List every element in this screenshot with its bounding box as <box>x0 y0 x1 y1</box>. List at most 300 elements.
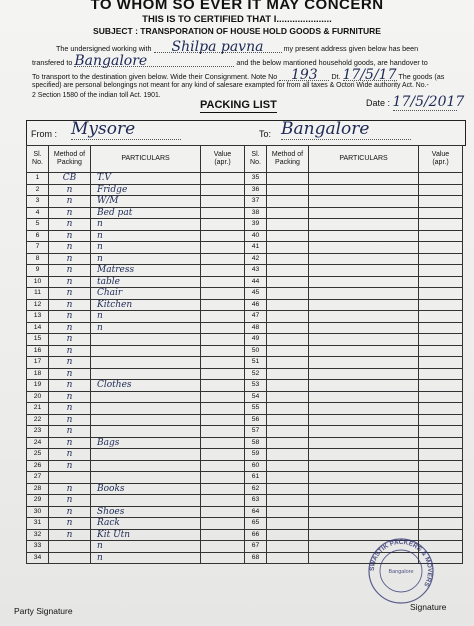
value-cell <box>201 288 245 300</box>
table-header-row <box>27 146 463 173</box>
particulars-cell <box>309 472 419 484</box>
sl-no-cell: 4 <box>27 207 49 219</box>
value-cell <box>419 403 463 415</box>
method-cell <box>267 219 309 231</box>
method-cell <box>267 529 309 541</box>
table-row <box>27 230 463 242</box>
particulars-cell <box>309 242 419 254</box>
intro-text: my present address given below has been <box>283 44 419 53</box>
value-cell <box>419 483 463 495</box>
particulars-cell: n <box>91 311 201 323</box>
method-cell: n <box>49 414 91 426</box>
method-cell <box>267 552 309 564</box>
method-cell: n <box>49 276 91 288</box>
particulars-cell <box>309 230 419 242</box>
sl-no-cell: 3 <box>27 196 49 208</box>
value-cell <box>419 368 463 380</box>
value-cell <box>419 391 463 403</box>
particulars-cell <box>309 265 419 277</box>
value-cell <box>419 173 463 185</box>
value-cell <box>201 253 245 265</box>
particulars-cell: Bags <box>91 437 201 449</box>
value-cell <box>419 311 463 323</box>
sl-no-cell: 6 <box>27 230 49 242</box>
particulars-cell: n <box>91 253 201 265</box>
sl-no-cell: 34 <box>27 552 49 564</box>
method-cell <box>49 541 91 553</box>
method-cell <box>267 472 309 484</box>
method-cell <box>267 357 309 369</box>
value-cell <box>419 334 463 346</box>
value-cell <box>419 518 463 530</box>
date-label: Date : <box>366 98 391 108</box>
stamp-city: Bangalore <box>388 569 414 575</box>
value-cell <box>201 403 245 415</box>
table-row <box>27 506 463 518</box>
particulars-cell: Books <box>91 483 201 495</box>
handwritten-date: 17/5/2017 <box>392 94 465 110</box>
method-cell: n <box>49 449 91 461</box>
sl-no-cell: 44 <box>245 276 267 288</box>
sl-no-cell: 14 <box>27 322 49 334</box>
value-cell <box>201 391 245 403</box>
particulars-cell <box>91 449 201 461</box>
method-cell: CB <box>49 173 91 185</box>
method-cell <box>267 276 309 288</box>
particulars-cell <box>309 196 419 208</box>
value-cell <box>201 173 245 185</box>
value-cell <box>419 357 463 369</box>
table-row <box>27 184 463 196</box>
intro-text: Dt. <box>331 72 341 81</box>
from-to-box <box>26 120 466 146</box>
particulars-cell <box>91 357 201 369</box>
particulars-cell <box>309 299 419 311</box>
value-cell <box>419 242 463 254</box>
value-cell <box>201 460 245 472</box>
method-cell <box>267 345 309 357</box>
certify-line: THIS IS TO CERTIFIED THAT I..................... <box>142 14 332 25</box>
particulars-cell <box>309 483 419 495</box>
document-title: TO WHOM SO EVER IT MAY CONCERN <box>90 0 384 13</box>
sl-no-cell: 29 <box>27 495 49 507</box>
method-cell <box>267 173 309 185</box>
value-cell <box>419 322 463 334</box>
sl-no-cell: 38 <box>245 207 267 219</box>
particulars-cell <box>91 460 201 472</box>
method-cell <box>267 426 309 438</box>
particulars-cell <box>91 334 201 346</box>
sl-no-cell: 32 <box>27 529 49 541</box>
table-row <box>27 288 463 300</box>
value-cell <box>201 552 245 564</box>
sl-no-cell: 1 <box>27 173 49 185</box>
particulars-cell <box>309 368 419 380</box>
table-row <box>27 173 463 185</box>
method-cell: n <box>49 529 91 541</box>
value-cell <box>419 288 463 300</box>
method-cell <box>267 334 309 346</box>
value-cell <box>419 437 463 449</box>
intro-text: and the below mantioned household goods, are handover to <box>236 58 428 67</box>
value-cell <box>419 449 463 461</box>
value-cell <box>201 299 245 311</box>
value-cell <box>419 230 463 242</box>
method-cell <box>267 242 309 254</box>
table-row <box>27 449 463 461</box>
table-row <box>27 265 463 277</box>
sl-no-cell: 54 <box>245 391 267 403</box>
subject-line: SUBJECT : TRANSPORATION OF HOUSE HOLD GOODS & FURNITURE <box>93 26 381 36</box>
particulars-cell <box>309 391 419 403</box>
value-cell <box>201 426 245 438</box>
sl-no-cell: 51 <box>245 357 267 369</box>
particulars-cell <box>309 437 419 449</box>
value-cell <box>419 184 463 196</box>
sl-no-cell: 61 <box>245 472 267 484</box>
particulars-cell: Rack <box>91 518 201 530</box>
sl-no-cell: 49 <box>245 334 267 346</box>
value-cell <box>419 299 463 311</box>
value-cell <box>201 414 245 426</box>
particulars-cell <box>309 219 419 231</box>
method-cell: n <box>49 483 91 495</box>
sl-no-cell: 66 <box>245 529 267 541</box>
particulars-cell: Chair <box>91 288 201 300</box>
method-cell: n <box>49 426 91 438</box>
sl-no-cell: 31 <box>27 518 49 530</box>
intro-text: The undersigned working with <box>56 44 152 53</box>
sl-no-cell: 41 <box>245 242 267 254</box>
value-cell <box>419 472 463 484</box>
particulars-cell <box>91 391 201 403</box>
header-value: Value (apr.) <box>201 146 245 173</box>
sl-no-cell: 9 <box>27 265 49 277</box>
method-cell: n <box>49 345 91 357</box>
sl-no-cell: 68 <box>245 552 267 564</box>
particulars-cell <box>309 334 419 346</box>
sl-no-cell: 33 <box>27 541 49 553</box>
packing-list-title: PACKING LIST <box>200 99 277 111</box>
value-cell <box>419 276 463 288</box>
method-cell <box>267 288 309 300</box>
sl-no-cell: 53 <box>245 380 267 392</box>
handwritten-consignment-date: 17/5/17 <box>342 67 397 83</box>
sl-no-cell: 45 <box>245 288 267 300</box>
sl-no-cell: 27 <box>27 472 49 484</box>
sl-no-cell: 58 <box>245 437 267 449</box>
method-cell <box>267 322 309 334</box>
sl-no-cell: 11 <box>27 288 49 300</box>
method-cell: n <box>49 391 91 403</box>
sl-no-cell: 10 <box>27 276 49 288</box>
sl-no-cell: 18 <box>27 368 49 380</box>
particulars-cell <box>309 184 419 196</box>
intro-line-5: 2 Section 1580 of the indian toll Act. 1901. <box>32 92 161 99</box>
sl-no-cell: 20 <box>27 391 49 403</box>
value-cell <box>201 380 245 392</box>
particulars-cell: Kit Utn <box>91 529 201 541</box>
value-cell <box>201 495 245 507</box>
sl-no-cell: 5 <box>27 219 49 231</box>
method-cell <box>267 184 309 196</box>
method-cell: n <box>49 380 91 392</box>
method-cell <box>267 196 309 208</box>
table-row <box>27 380 463 392</box>
sl-no-cell: 56 <box>245 414 267 426</box>
value-cell <box>201 518 245 530</box>
method-cell: n <box>49 299 91 311</box>
method-cell: n <box>49 368 91 380</box>
method-cell <box>267 518 309 530</box>
table-row <box>27 483 463 495</box>
particulars-cell <box>91 472 201 484</box>
intro-line-4: specified) are personal belongings not meant for any kind of salesare exampted for from all taxes & Octori Wide authority Act. No.- <box>32 82 429 89</box>
header-method: Method of Packing <box>49 146 91 173</box>
sl-no-cell: 28 <box>27 483 49 495</box>
value-cell <box>419 380 463 392</box>
svg-text:SWASTIK PACKERS & MOVERS <box>369 539 433 588</box>
table-row <box>27 311 463 323</box>
handwritten-consignment-no: 193 <box>279 70 329 81</box>
particulars-cell <box>309 276 419 288</box>
method-cell <box>267 230 309 242</box>
value-cell <box>201 483 245 495</box>
header-particulars: PARTICULARS <box>309 146 419 173</box>
value-cell <box>201 506 245 518</box>
particulars-cell <box>309 518 419 530</box>
value-cell <box>419 414 463 426</box>
particulars-cell: n <box>91 552 201 564</box>
particulars-cell <box>309 311 419 323</box>
sl-no-cell: 46 <box>245 299 267 311</box>
method-cell: n <box>49 460 91 472</box>
method-cell <box>267 483 309 495</box>
table-row <box>27 391 463 403</box>
value-cell <box>201 541 245 553</box>
sl-no-cell: 42 <box>245 253 267 265</box>
table-row <box>27 345 463 357</box>
value-cell <box>201 265 245 277</box>
sl-no-cell: 48 <box>245 322 267 334</box>
method-cell <box>267 403 309 415</box>
handwritten-from: Mysore <box>71 119 181 140</box>
sl-no-cell: 12 <box>27 299 49 311</box>
table-row <box>27 334 463 346</box>
particulars-cell: Kitchen <box>91 299 201 311</box>
particulars-cell <box>309 173 419 185</box>
value-cell <box>201 276 245 288</box>
value-cell <box>201 207 245 219</box>
sl-no-cell: 22 <box>27 414 49 426</box>
particulars-cell <box>91 403 201 415</box>
particulars-cell <box>91 426 201 438</box>
method-cell: n <box>49 219 91 231</box>
value-cell <box>201 368 245 380</box>
particulars-cell <box>309 322 419 334</box>
sl-no-cell: 7 <box>27 242 49 254</box>
value-cell <box>419 219 463 231</box>
sl-no-cell: 55 <box>245 403 267 415</box>
particulars-cell <box>309 426 419 438</box>
method-cell <box>267 253 309 265</box>
value-cell <box>201 322 245 334</box>
method-cell <box>267 265 309 277</box>
particulars-cell: Bed pat <box>91 207 201 219</box>
sl-no-cell: 37 <box>245 196 267 208</box>
intro-text: The goods (as <box>398 72 445 81</box>
sl-no-cell: 64 <box>245 506 267 518</box>
particulars-cell <box>309 207 419 219</box>
sl-no-cell: 13 <box>27 311 49 323</box>
sl-no-cell: 21 <box>27 403 49 415</box>
value-cell <box>201 184 245 196</box>
value-cell <box>419 345 463 357</box>
method-cell <box>49 472 91 484</box>
particulars-cell: Clothes <box>91 380 201 392</box>
sl-no-cell: 36 <box>245 184 267 196</box>
particulars-cell <box>309 414 419 426</box>
value-cell <box>201 449 245 461</box>
method-cell <box>267 437 309 449</box>
value-cell <box>201 242 245 254</box>
header-value: Value (apr.) <box>419 146 463 173</box>
sl-no-cell: 2 <box>27 184 49 196</box>
sl-no-cell: 59 <box>245 449 267 461</box>
particulars-cell <box>309 380 419 392</box>
table-row <box>27 472 463 484</box>
sl-no-cell: 26 <box>27 460 49 472</box>
sl-no-cell: 35 <box>245 173 267 185</box>
value-cell <box>419 495 463 507</box>
party-signature-label: Party Signature <box>14 606 73 616</box>
table-row <box>27 368 463 380</box>
particulars-cell <box>309 253 419 265</box>
signature-label: Signature <box>410 602 447 612</box>
method-cell: n <box>49 288 91 300</box>
method-cell: n <box>49 184 91 196</box>
value-cell <box>201 357 245 369</box>
table-row <box>27 253 463 265</box>
table-row <box>27 219 463 231</box>
particulars-cell: W/M <box>91 196 201 208</box>
particulars-cell <box>91 414 201 426</box>
value-cell <box>419 506 463 518</box>
value-cell <box>201 345 245 357</box>
method-cell <box>267 380 309 392</box>
particulars-cell: Fridge <box>91 184 201 196</box>
particulars-cell: n <box>91 219 201 231</box>
table-row <box>27 495 463 507</box>
company-stamp <box>366 536 436 606</box>
table-row <box>27 518 463 530</box>
value-cell <box>201 196 245 208</box>
method-cell: n <box>49 518 91 530</box>
value-cell <box>419 426 463 438</box>
header-particulars: PARTICULARS <box>91 146 201 173</box>
sl-no-cell: 50 <box>245 345 267 357</box>
table-row <box>27 322 463 334</box>
value-cell <box>419 196 463 208</box>
method-cell <box>267 299 309 311</box>
method-cell: n <box>49 506 91 518</box>
method-cell <box>267 207 309 219</box>
particulars-cell <box>309 357 419 369</box>
particulars-cell: T.V <box>91 173 201 185</box>
to-label: To: <box>259 129 272 139</box>
method-cell <box>49 552 91 564</box>
handwritten-destination: Bangalore <box>74 56 234 67</box>
particulars-cell <box>309 345 419 357</box>
particulars-cell <box>309 288 419 300</box>
value-cell <box>419 460 463 472</box>
packing-table <box>26 145 463 564</box>
particulars-cell: n <box>91 322 201 334</box>
header-method: Method of Packing <box>267 146 309 173</box>
method-cell: n <box>49 403 91 415</box>
particulars-cell <box>91 368 201 380</box>
from-label: From : <box>31 129 57 139</box>
stamp-text: SWASTIK PACKERS & MOVERS <box>368 538 434 588</box>
sl-no-cell: 43 <box>245 265 267 277</box>
particulars-cell <box>309 506 419 518</box>
header-sl-no: Sl. No. <box>27 146 49 173</box>
date-field <box>366 94 465 111</box>
sl-no-cell: 25 <box>27 449 49 461</box>
particulars-cell: Shoes <box>91 506 201 518</box>
value-cell <box>419 207 463 219</box>
value-cell <box>201 334 245 346</box>
table-row <box>27 437 463 449</box>
intro-text: transfered to <box>32 58 73 67</box>
value-cell <box>201 219 245 231</box>
particulars-cell <box>309 460 419 472</box>
method-cell <box>267 541 309 553</box>
particulars-cell <box>309 495 419 507</box>
sl-no-cell: 40 <box>245 230 267 242</box>
sl-no-cell: 57 <box>245 426 267 438</box>
sl-no-cell: 16 <box>27 345 49 357</box>
sl-no-cell: 52 <box>245 368 267 380</box>
method-cell: n <box>49 322 91 334</box>
method-cell: n <box>49 253 91 265</box>
value-cell <box>419 265 463 277</box>
value-cell <box>419 253 463 265</box>
method-cell <box>267 449 309 461</box>
method-cell <box>267 506 309 518</box>
method-cell: n <box>49 334 91 346</box>
method-cell <box>267 495 309 507</box>
table-row <box>27 426 463 438</box>
table-row <box>27 299 463 311</box>
sl-no-cell: 67 <box>245 541 267 553</box>
sl-no-cell: 60 <box>245 460 267 472</box>
method-cell: n <box>49 437 91 449</box>
method-cell <box>267 311 309 323</box>
value-cell <box>201 437 245 449</box>
particulars-cell: n <box>91 541 201 553</box>
sl-no-cell: 23 <box>27 426 49 438</box>
method-cell: n <box>49 357 91 369</box>
table-row <box>27 196 463 208</box>
sl-no-cell: 63 <box>245 495 267 507</box>
particulars-cell: table <box>91 276 201 288</box>
sl-no-cell: 8 <box>27 253 49 265</box>
method-cell: n <box>49 207 91 219</box>
header-sl-no: Sl. No. <box>245 146 267 173</box>
handwritten-name: Shilpa pavna <box>154 42 282 53</box>
sl-no-cell: 39 <box>245 219 267 231</box>
